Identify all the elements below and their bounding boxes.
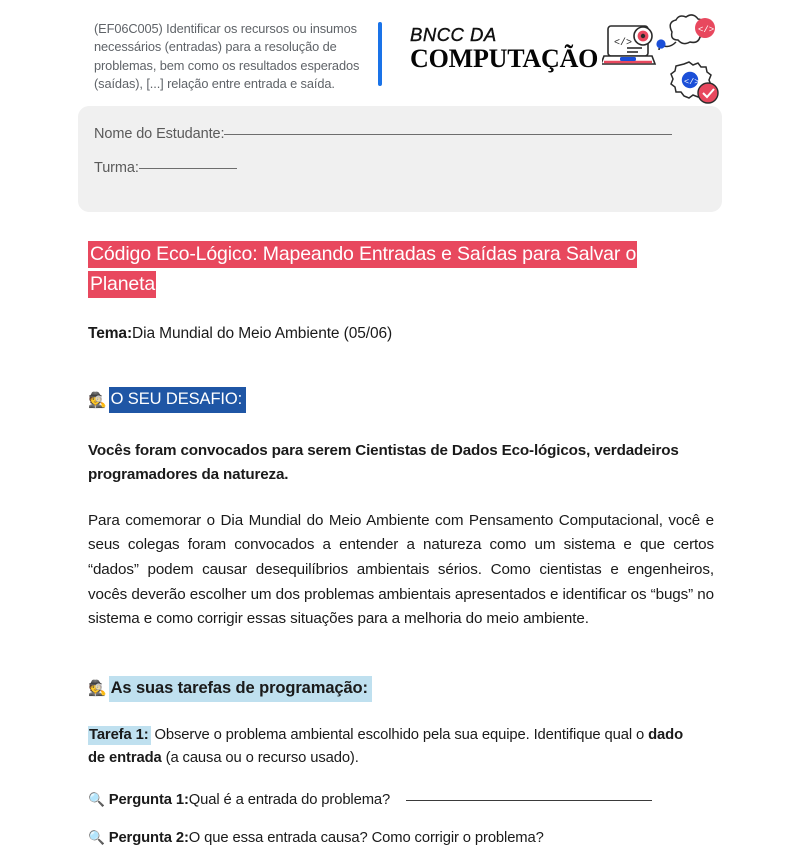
tema-label: Tema: (88, 325, 133, 343)
student-class-label: Turma: (94, 160, 139, 176)
brand-line-bncc-da: BNCC DA (410, 24, 497, 45)
document-title (88, 240, 680, 299)
challenge-paragraph: Para comemorar o Dia Mundial do Meio Ambiente com Pensamento Computacional, você e seus colegas foram convocados a entender a natureza como um sistema e que certos “dados” podem causar desequilíbrios ambientais sérios. Como cientistas e engenheiros, vocês deverão escolher um dos problemas ambientais apresentados e identificar os “bugs” no sistema e como corrigir essas situações para a melhoria do meio ambiente. (88, 511, 714, 628)
magnifier-icon-2: 🔍 (88, 829, 105, 845)
task-1-label: Tarefa 1: (89, 726, 149, 743)
question-1-text: Qual é a entrada do problema? (188, 791, 391, 808)
task-1-text-b: (a causa ou o recurso usado). (161, 749, 359, 766)
code-badge-red-label: </> (698, 25, 715, 35)
eye-icon (634, 27, 652, 45)
gear-code-label: </> (684, 77, 700, 87)
brand-wordmark (410, 20, 598, 73)
question-1-answer-input[interactable] (406, 800, 652, 801)
challenge-lead-text: Vocês foram convocados para serem Cientistas de Dados Eco-lógicos, verdadeiros programadores da natureza. (88, 442, 679, 483)
tasks-heading: As suas tarefas de programação: (109, 676, 372, 702)
question-2-label: Pergunta 2: (108, 829, 189, 846)
magnifier-icon-1: 🔍 (88, 791, 105, 807)
challenge-heading-row (88, 387, 712, 413)
brand-logo (382, 20, 800, 111)
brand-illustration-svg (602, 14, 720, 106)
check-badge-icon (698, 83, 718, 103)
tasks-heading-row (88, 676, 712, 702)
svg-text:</>: </> (614, 38, 633, 49)
student-name-input[interactable] (224, 134, 672, 135)
question-2-row (88, 830, 712, 846)
detective-icon: 🕵️ (88, 391, 107, 409)
detective-icon-tasks: 🕵️ (88, 680, 107, 698)
page-header (0, 0, 800, 91)
brand-illustration (602, 14, 720, 111)
bncc-code-text: (EF06C005) Identificar os recursos ou insumos necessários (entradas) para a resolução de problemas, bem como os resultados esperados (saídas), [...] relação entre entrada e saída. (94, 21, 360, 91)
question-1-label: Pergunta 1: (108, 791, 189, 808)
student-name-label: Nome do Estudante: (94, 126, 225, 142)
task-1 (88, 724, 698, 770)
document-title-text: Código Eco-Lógico: Mapeando Entradas e Saídas para Salvar o Planeta (88, 241, 637, 298)
brand-line-computacao: COMPUTAÇÃO (410, 43, 599, 73)
document-content (0, 240, 712, 846)
student-class-input[interactable] (139, 168, 237, 169)
tema-line (88, 325, 712, 343)
task-1-text-a: Observe o problema ambiental escolhido pela sua equipe. Identifique qual o (150, 726, 649, 743)
question-2-text: O que essa entrada causa? Como corrigir o problema? (188, 829, 544, 846)
challenge-heading: O SEU DESAFIO: (109, 387, 247, 413)
student-info-box (78, 106, 722, 212)
student-class-row (94, 160, 704, 176)
tema-value: Dia Mundial do Meio Ambiente (05/06) (132, 325, 393, 343)
task-1-bold-term: dado de entrada (88, 726, 683, 766)
student-name-row (94, 126, 704, 142)
